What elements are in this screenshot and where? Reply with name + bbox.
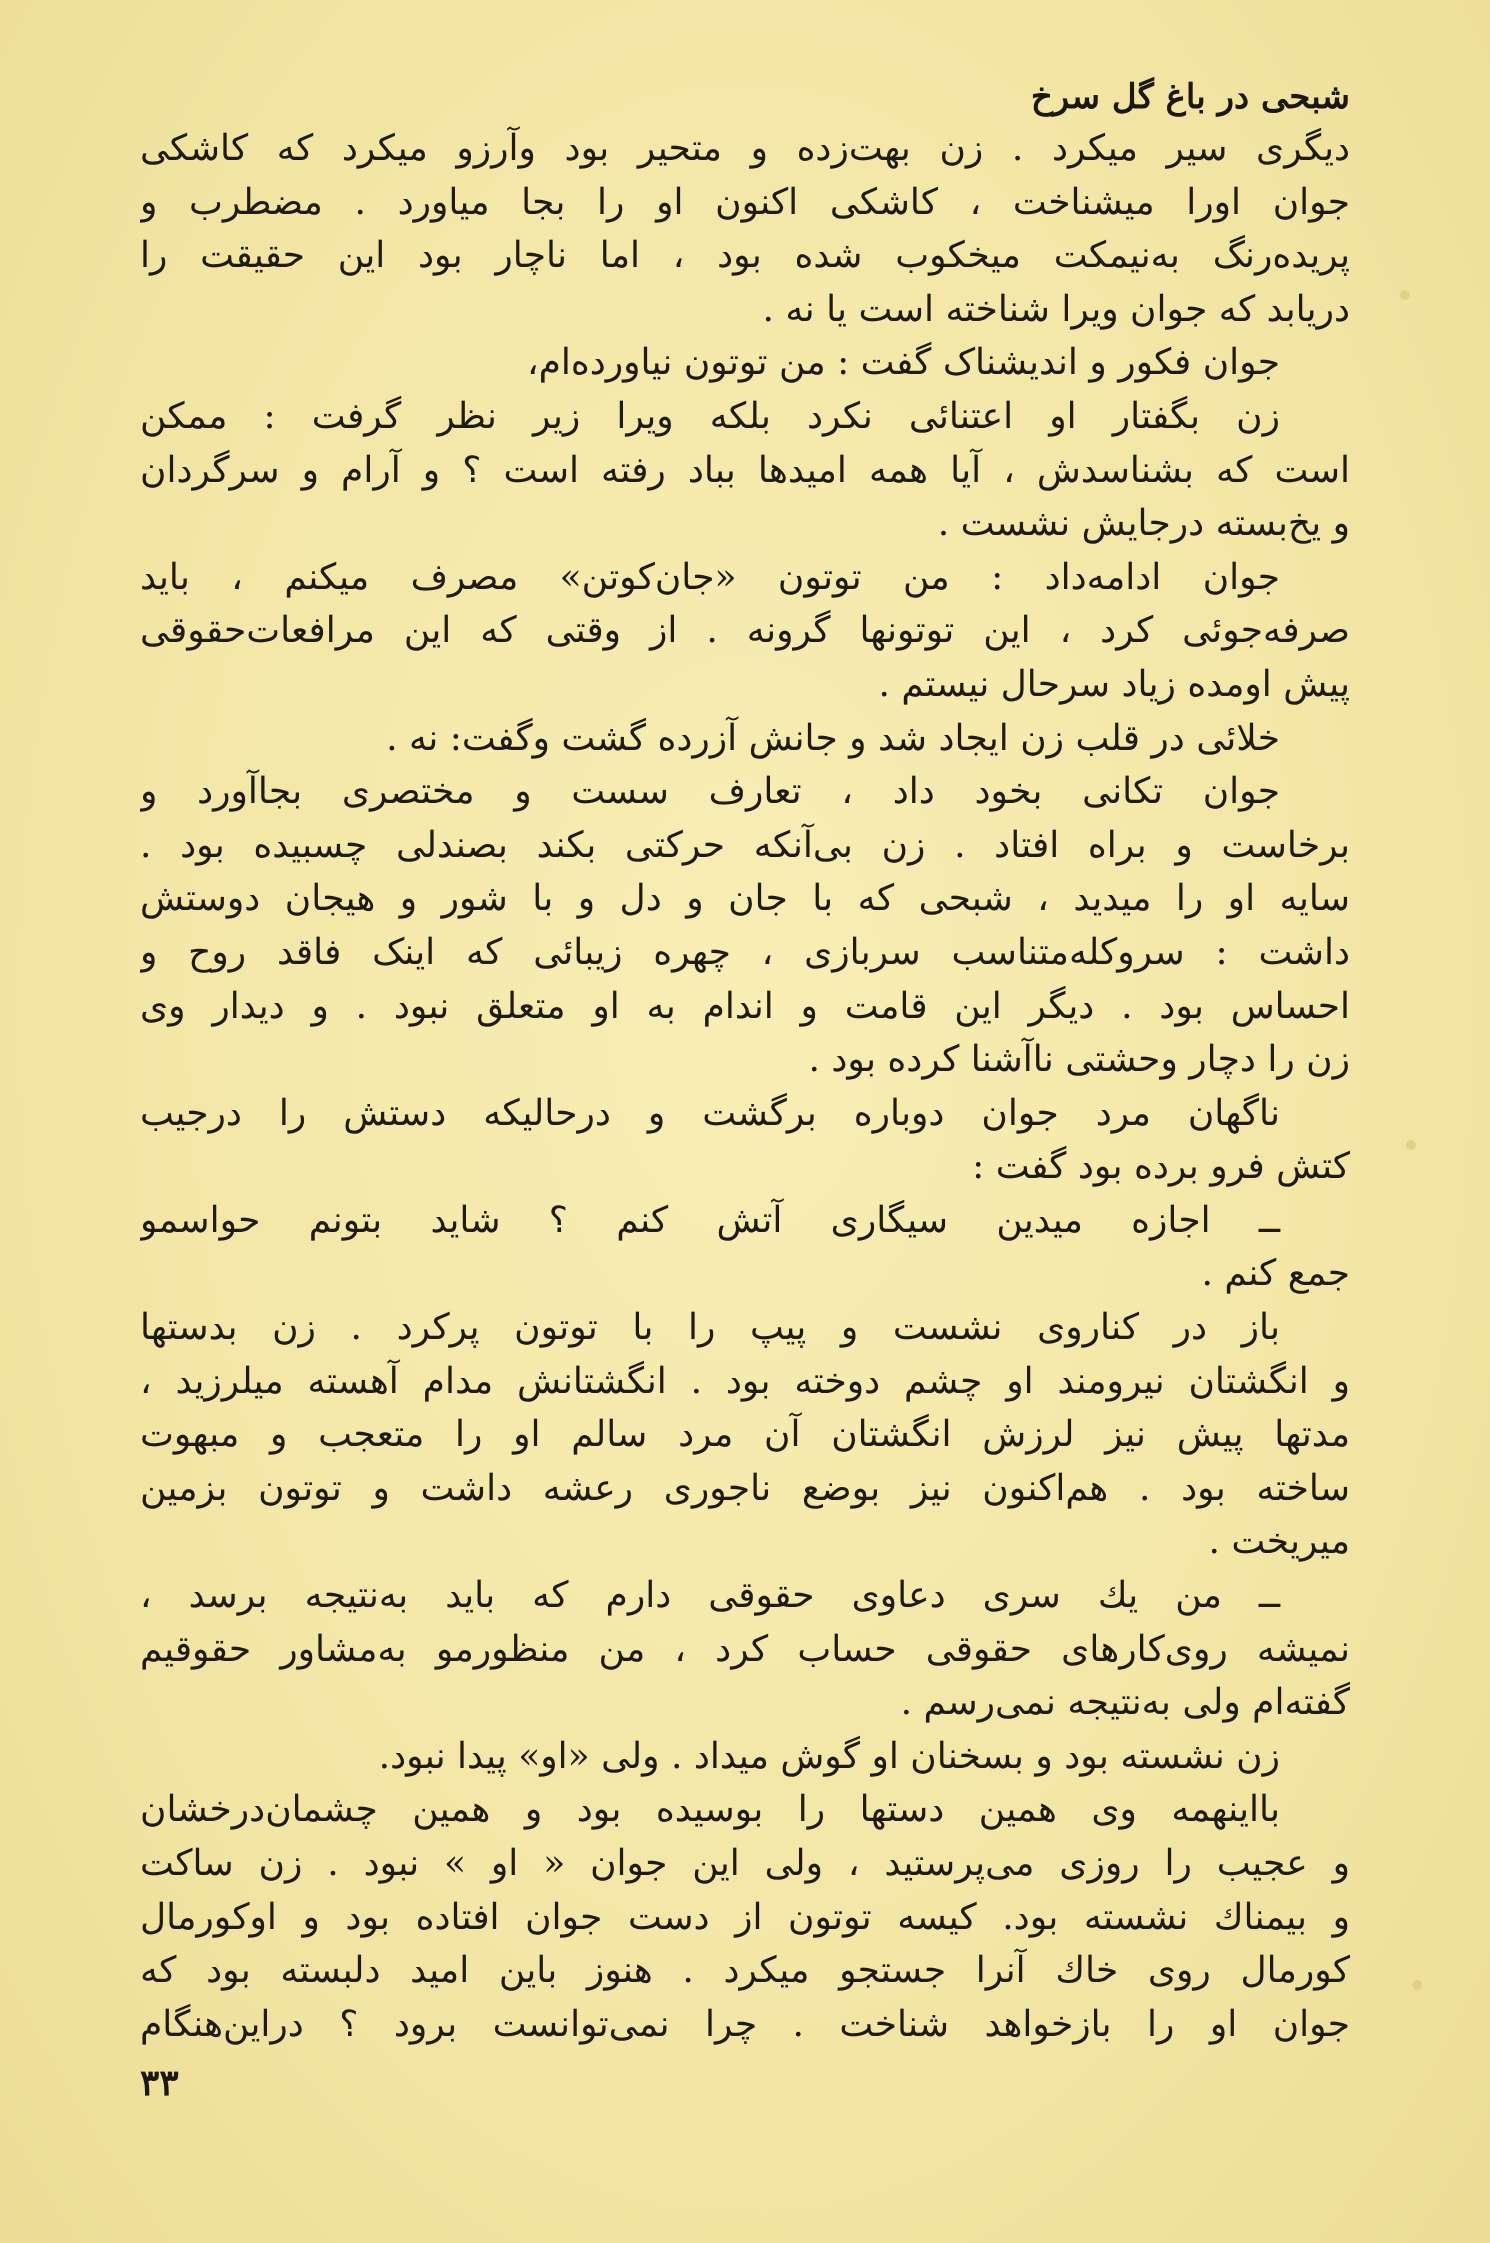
text-line: میریخت . bbox=[1208, 1521, 1350, 1563]
text-line: برخاست و براه افتاد . زن بی‌آنکه حرکتی بکند بصندلی چسبیده بود . bbox=[140, 824, 1350, 866]
text-line: دریابد که جوان ویرا شناخته است یا نه . bbox=[762, 288, 1350, 330]
text-line: و انگشتان نیرومند او چشم دوخته بود . انگشتانش مدام آهسته میلرزید ، bbox=[140, 1360, 1350, 1402]
text-line: و بیمناك نشسته بود. کیسه توتون از دست جوان افتاده بود و اوکورمال bbox=[140, 1896, 1350, 1938]
text-line: داشت : سروکله‌متناسب سربازی ، چهره زیبائی که اینک فاقد روح و bbox=[140, 931, 1350, 973]
text-line: زن بگفتار او اعتنائی نکرد بلکه ویرا زیر نظر گرفت : ممکن bbox=[140, 395, 1280, 437]
text-line: صرفه‌جوئی کرد ، این توتونها گرونه . از وقتی که این مرافعات‌حقوقی bbox=[140, 610, 1350, 652]
text-line: جمع کنم . bbox=[1201, 1253, 1350, 1295]
text-line: جوان فکور و اندیشناک گفت : من توتون نیاورده‌ام، bbox=[526, 342, 1280, 384]
text-line: پیش اومده زیاد سرحال نیستم . bbox=[878, 663, 1350, 705]
running-header: شبحی در باغ گل سرخ bbox=[1030, 77, 1350, 117]
binding-hole bbox=[1412, 1980, 1422, 1990]
body-text bbox=[140, 122, 1350, 2051]
text-line: پریده‌رنگ به‌نیمکت میخکوب شده بود ، اما ناچار بود این حقیقت را bbox=[140, 235, 1350, 277]
text-line: ــ اجازه میدین سیگاری آتش کنم ؟ شاید بتونم حواسمو bbox=[140, 1199, 1280, 1241]
binding-hole bbox=[1406, 1140, 1416, 1150]
text-line: بااینهمه وی همین دستها را بوسیده بود و همین چشمان‌درخشان bbox=[140, 1789, 1280, 1831]
text-line: دیگری سیر میکرد . زن بهت‌زده و متحیر بود وآرزو میکرد که کاشکی bbox=[140, 128, 1350, 169]
text-line: و عجیب را روزی می‌پرستید ، ولی این جوان « او » نبود . زن ساکت bbox=[140, 1843, 1350, 1884]
text-line: زن نشسته بود و بسخنان او گوش میداد . ولی «او» پیدا نبود. bbox=[378, 1735, 1280, 1777]
text-line: زن را دچار وحشتی ناآشنا کرده بود . bbox=[808, 1039, 1350, 1081]
text-line: کتش فرو برده بود گفت : bbox=[972, 1146, 1350, 1188]
text-line: کورمال روی خاك آنرا جستجو میکرد . هنوز باین امید دلبسته بود که bbox=[140, 1950, 1350, 1992]
text-line: و یخ‌بسته درجایش نشست . bbox=[937, 503, 1350, 545]
binding-hole bbox=[1400, 290, 1410, 300]
text-line: جوان ادامه‌داد : من توتون «جان‌کوتن» مصرف میکنم ، باید bbox=[140, 556, 1280, 598]
text-line: نمیشه روی‌کارهای حقوقی حساب کرد ، من منظورمو به‌مشاور حقوقیم bbox=[140, 1628, 1350, 1670]
text-line: ساخته بود . هم‌اکنون نیز بوضع ناجوری رعشه داشت و توتون بزمین bbox=[140, 1467, 1350, 1509]
text-line: است که بشناسدش ، آیا همه امیدها بباد رفته است ؟ و آرام و سرگردان bbox=[140, 449, 1350, 491]
text-line: جوان اورا میشناخت ، کاشکی اکنون او را بجا میاورد . مضطرب و bbox=[140, 181, 1350, 223]
text-line: ناگهان مرد جوان دوباره برگشت و درحالیکه دستش را درجیب bbox=[140, 1092, 1280, 1134]
text-line: ــ من یك سری دعاوی حقوقی دارم که باید به‌نتیجه برسد ، bbox=[140, 1575, 1280, 1617]
text-line: جوان او را بازخواهد شناخت . چرا نمی‌توانست برود ؟ دراین‌هنگام bbox=[140, 2003, 1350, 2045]
page-number: ۳۳ bbox=[140, 2062, 179, 2104]
text-line: سایه او را میدید ، شبحی که با جان و دل و با شور و هیجان دوستش bbox=[140, 878, 1350, 920]
text-line: گفته‌ام ولی به‌نتیجه نمی‌رسم . bbox=[900, 1682, 1350, 1724]
text-line: خلائی در قلب زن ایجاد شد و جانش آزرده گشت وگفت: نه . bbox=[386, 717, 1280, 759]
text-line: جوان تکانی بخود داد ، تعارف سست و مختصری بجاآورد و bbox=[140, 771, 1280, 813]
text-line: احساس بود . دیگر این قامت و اندام به او متعلق نبود . و دیدار وی bbox=[140, 985, 1350, 1027]
text-line: مدتها پیش نیز لرزش انگشتان آن مرد سالم او را متعجب و مبهوت bbox=[140, 1414, 1350, 1456]
text-line: باز در کناروی نشست و پیپ را با توتون پرکرد . زن بدستها bbox=[140, 1307, 1280, 1349]
